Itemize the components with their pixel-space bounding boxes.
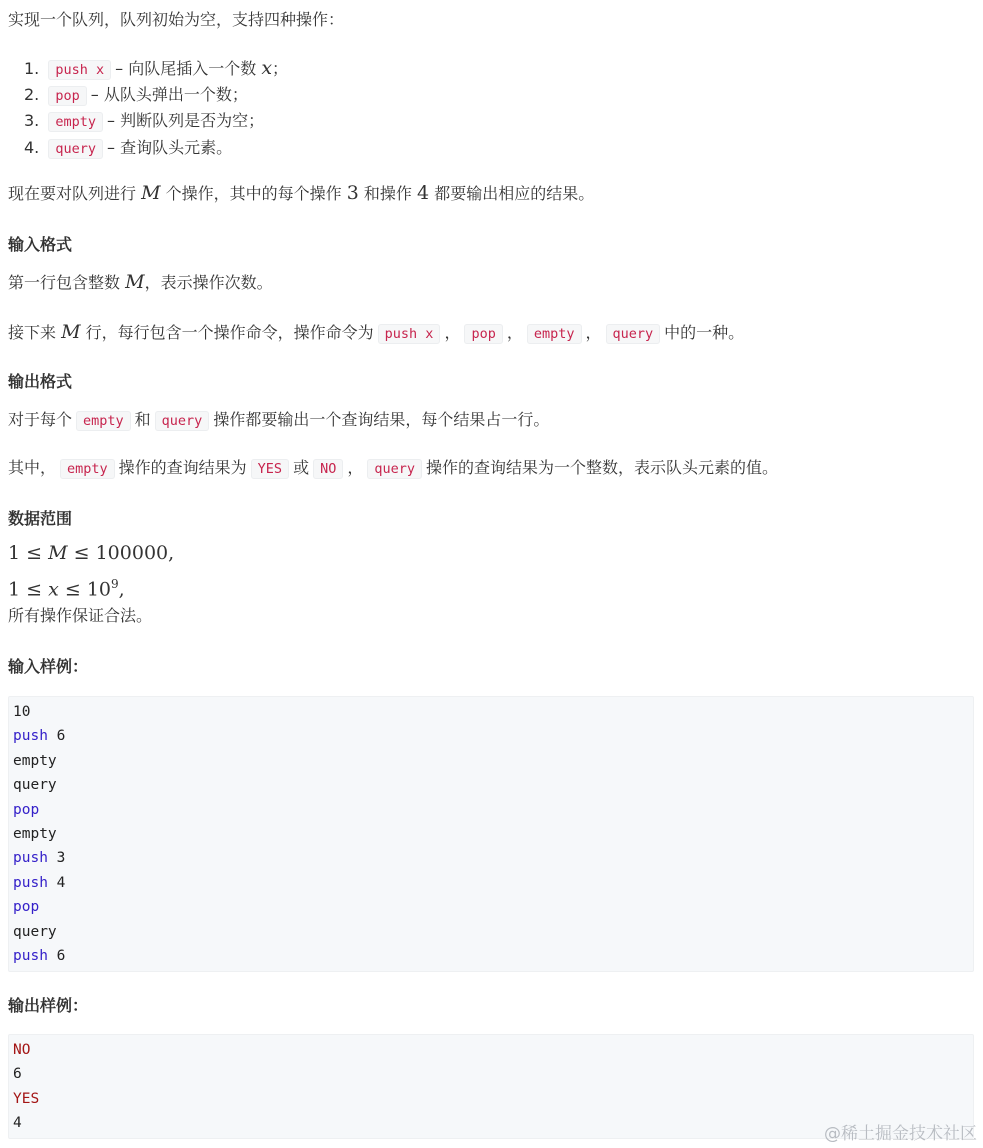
inline-code: push x	[48, 60, 111, 80]
code-text: 10	[13, 704, 31, 720]
range-note: 所有操作保证合法。	[8, 606, 153, 625]
code-text: 3	[47, 850, 66, 867]
item-number: 3.	[24, 111, 40, 130]
punct: ,	[118, 578, 125, 601]
text: 其中，	[8, 458, 57, 477]
math-op: ≤	[64, 578, 81, 601]
sample-input-code	[8, 696, 974, 972]
item-number: 1.	[24, 59, 40, 78]
text: 或	[293, 458, 310, 477]
text: 和操作	[358, 184, 418, 203]
item-desc: – 查询队头元素。	[107, 138, 233, 157]
text: 个操作，其中的每个操作	[160, 184, 347, 203]
code-line	[13, 749, 57, 773]
code-line: 4	[13, 1115, 22, 1132]
punct: ，	[585, 323, 602, 342]
text: 都要输出相应的结果。	[429, 184, 595, 203]
inline-code: query	[48, 139, 103, 159]
inline-code: query	[155, 411, 210, 431]
math-exp: 9	[111, 577, 119, 591]
code-keyword: push	[13, 874, 48, 891]
inline-code: push x	[378, 324, 441, 344]
math-var: M	[61, 321, 81, 343]
inline-code: empty	[527, 324, 582, 344]
code-text: 4	[47, 874, 66, 891]
math-op: ≤	[73, 542, 90, 564]
section-heading: 数据范围	[8, 509, 73, 528]
item-number: 2.	[24, 85, 40, 104]
code-keyword: pop	[13, 801, 40, 818]
code-text: 6	[47, 948, 66, 964]
inline-code: YES	[251, 459, 289, 479]
math-var: x	[261, 57, 273, 79]
math-num: 10	[86, 578, 112, 601]
item-desc: – 从队头弹出一个数；	[90, 85, 248, 104]
paragraph	[8, 320, 744, 346]
code-line	[13, 822, 57, 846]
code-text: query	[13, 923, 57, 940]
code-line: 6	[13, 1066, 22, 1083]
math-num: 4	[417, 182, 430, 204]
math-range-x	[8, 572, 125, 601]
punct: ，	[444, 323, 461, 342]
intro-text: 实现一个队列，队列初始为空，支持四种操作：	[8, 10, 345, 29]
code-keyword: push	[13, 850, 48, 867]
math-op: ≤	[26, 578, 43, 601]
inline-code: query	[606, 324, 661, 344]
section-heading: 输出样例：	[8, 996, 89, 1015]
section-heading: 输出格式	[8, 372, 73, 391]
code-line	[13, 724, 65, 748]
math-num: 1	[8, 578, 21, 601]
code-text: empty	[13, 826, 57, 842]
text: 现在要对队列进行	[8, 184, 142, 203]
paragraph	[8, 408, 549, 433]
list-item	[24, 109, 264, 134]
text: 接下来	[8, 323, 62, 342]
math-var: M	[125, 271, 145, 293]
punct: ；	[272, 59, 289, 78]
inline-code: empty	[48, 112, 103, 132]
list-item	[24, 83, 248, 108]
code-text: 6	[47, 728, 66, 745]
code-line: YES	[13, 1090, 40, 1107]
text: 行，每行包含一个操作命令，操作命令为	[80, 323, 374, 342]
list-item	[24, 136, 232, 161]
code-line	[13, 798, 39, 822]
code-text: query	[13, 777, 57, 794]
text: 对于每个	[8, 410, 73, 429]
code-keyword: push	[13, 728, 48, 745]
paragraph	[8, 181, 594, 206]
punct: ,	[168, 542, 175, 564]
text: 和	[134, 410, 151, 429]
math-var: M	[48, 542, 68, 564]
inline-code: NO	[313, 459, 343, 479]
math-num: 3	[346, 182, 359, 204]
watermark: @稀土掘金技术社区	[824, 1124, 977, 1144]
math-range-m	[8, 541, 174, 565]
math-num: 100000	[95, 542, 169, 564]
item-number: 4.	[24, 138, 40, 157]
code-line: NO	[13, 1042, 31, 1058]
item-desc: – 向队尾插入一个数	[115, 59, 262, 78]
math-var: x	[48, 578, 59, 601]
math-op: ≤	[26, 542, 43, 564]
code-line	[13, 700, 30, 724]
math-num: 1	[8, 542, 21, 564]
paragraph	[8, 456, 778, 481]
text: 中的一种。	[664, 323, 745, 342]
text: 操作的查询结果为一个整数，表示队头元素的值。	[426, 458, 779, 477]
text: 操作的查询结果为	[118, 458, 247, 477]
code-keyword: pop	[13, 899, 40, 916]
inline-code: pop	[464, 324, 502, 344]
text: 操作都要输出一个查询结果，每个结果占一行。	[213, 410, 550, 429]
code-keyword: push	[13, 948, 48, 964]
inline-code: empty	[76, 411, 131, 431]
list-item	[24, 56, 288, 82]
section-heading: 输入样例：	[8, 657, 89, 676]
code-text: empty	[13, 752, 57, 769]
item-desc: – 判断队列是否为空；	[107, 111, 265, 130]
code-line	[13, 944, 65, 968]
math-var: M	[141, 182, 161, 204]
code-line	[13, 920, 57, 944]
punct: ，	[506, 323, 523, 342]
code-line	[13, 871, 65, 895]
inline-code: query	[367, 459, 422, 479]
text: 第一行包含整数	[8, 273, 126, 292]
code-line	[13, 895, 39, 919]
section-heading: 输入格式	[8, 235, 73, 254]
code-line	[13, 846, 65, 870]
punct: ，	[347, 458, 364, 477]
text: ，表示操作次数。	[144, 273, 273, 292]
inline-code: empty	[60, 459, 115, 479]
inline-code: pop	[48, 86, 86, 106]
code-line	[13, 773, 57, 797]
paragraph	[8, 270, 273, 295]
